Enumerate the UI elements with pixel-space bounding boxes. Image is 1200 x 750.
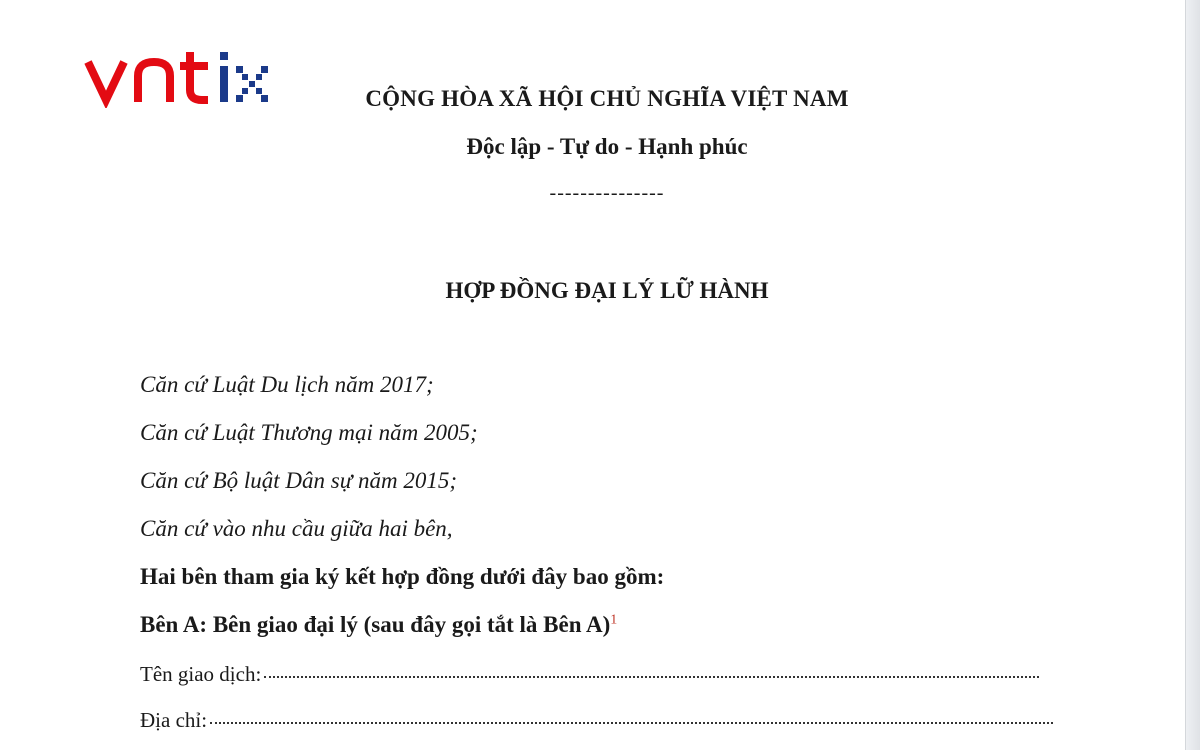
parties-intro: Hai bên tham gia ký kết hợp đồng dưới đây bao gồm: <box>140 564 665 589</box>
header-divider: --------------- <box>549 182 665 204</box>
contract-title: HỢP ĐỒNG ĐẠI LÝ LỮ HÀNH <box>445 278 769 303</box>
page-edge <box>1185 0 1200 750</box>
national-title: CỘNG HÒA XÃ HỘI CHỦ NGHĨA VIỆT NAM <box>365 86 849 111</box>
footnote-marker[interactable]: 1 <box>610 612 618 628</box>
address-blank[interactable] <box>210 720 1053 724</box>
address-label: Địa chỉ: <box>140 708 208 732</box>
national-motto: Độc lập - Tự do - Hạnh phúc <box>466 134 748 159</box>
address-field <box>140 708 1053 733</box>
legal-basis-line: Căn cứ Bộ luật Dân sự năm 2015; <box>140 468 458 493</box>
trade-name-label: Tên giao dịch: <box>140 662 262 686</box>
legal-basis-line: Căn cứ Luật Du lịch năm 2017; <box>140 372 434 397</box>
legal-basis-line: Căn cứ vào nhu cầu giữa hai bên, <box>140 516 453 541</box>
trade-name-blank[interactable] <box>264 674 1039 678</box>
legal-basis-line: Căn cứ Luật Thương mại năm 2005; <box>140 420 478 445</box>
trade-name-field <box>140 662 1039 687</box>
party-a-heading <box>140 612 617 638</box>
party-a-heading-text: Bên A: Bên giao đại lý (sau đây gọi tắt là Bên A) <box>140 612 611 637</box>
